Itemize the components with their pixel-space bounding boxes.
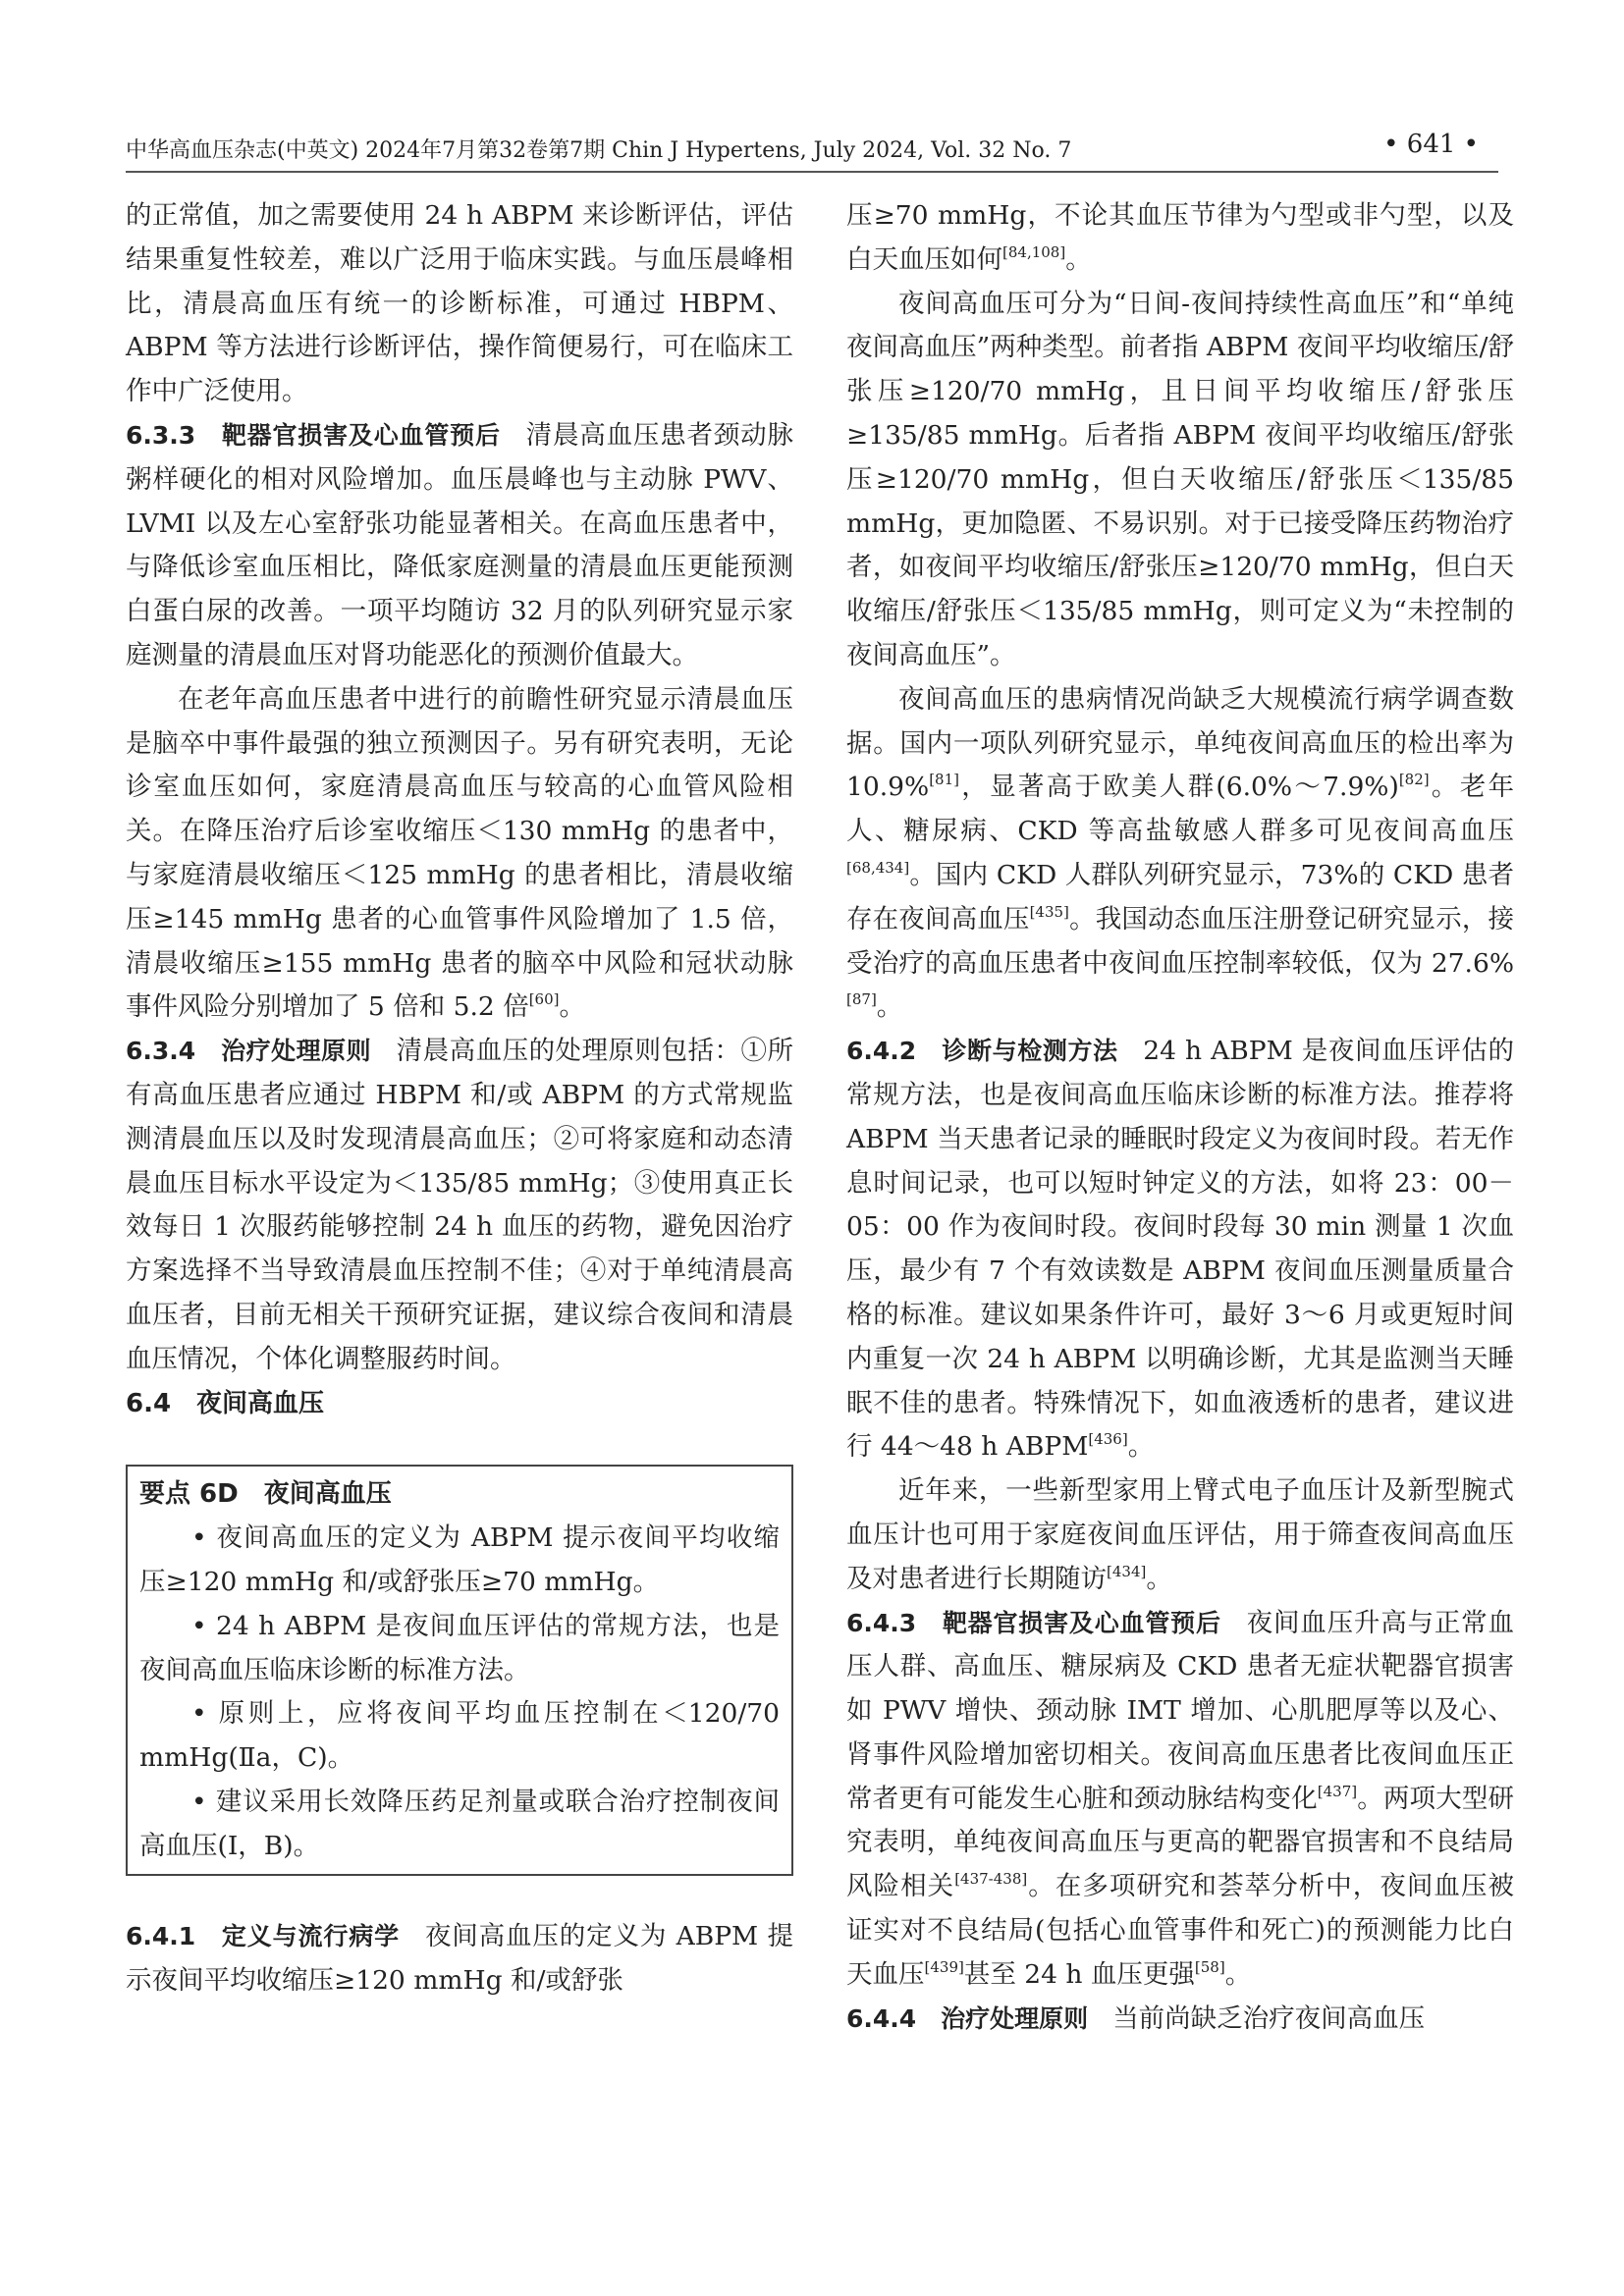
section-text: 当前尚缺乏治疗夜间高血压 bbox=[1112, 2002, 1426, 2034]
page-number: • 641 • bbox=[1383, 130, 1479, 159]
text-run: 。两项大型研究表明，单纯夜间高血压与更高的靶器官损害和不良结局风险相关 bbox=[846, 1783, 1515, 1902]
text-run: 。 bbox=[876, 991, 903, 1023]
citation: [84,108] bbox=[1002, 242, 1066, 261]
key-point: • 24 h ABPM 是夜间血压评估的常规方法，也是夜间高血压临床诊断的标准方法。 bbox=[139, 1610, 780, 1685]
section-6-4-3 bbox=[846, 1602, 1514, 1998]
punct: 。 bbox=[1127, 1431, 1155, 1463]
section-6-3-4 bbox=[126, 1030, 793, 1381]
citation: [68,434] bbox=[846, 858, 910, 877]
text-run: 。我国动态血压注册登记研究显示，接受治疗的高血压患者中夜间血压控制率较低，仅为 27.6% bbox=[846, 903, 1515, 979]
key-points-box bbox=[126, 1465, 793, 1876]
citation: [81] bbox=[929, 771, 959, 789]
paragraph bbox=[846, 1469, 1514, 1601]
key-point: • 建议采用长效降压药足剂量或联合治疗控制夜间高血压(Ⅰ，B)。 bbox=[139, 1786, 780, 1861]
box-title: 要点 6D 夜间高血压 bbox=[139, 1479, 392, 1510]
section-6-4-heading: 6.4 夜间高血压 bbox=[126, 1388, 325, 1418]
text-run: 。国内 CKD 人群队列研究显示，73%的 CKD 患者存在夜间高血压 bbox=[846, 859, 1514, 934]
journal-info: 中华高血压杂志(中英文) 2024年7月第32卷第7期 Chin J Hypertens, July 2024, Vol. 32 No. 7 bbox=[126, 138, 1072, 163]
section-text: 清晨高血压的处理原则包括：①所有高血压患者应通过 HBPM 和/或 ABPM 的方式常规监测清晨血压以及时发现清晨高血压；②可将家庭和动态清晨血压目标水平设定为＜135/85 mmHg；③使用真正长效每日 1 次服药能够控制 24 h 血压的药物，避免因治疗方案选择不当导致清晨血压控制不佳；④对于单纯清晨高血压者，目前无相关干预研究证据，建议综合夜间和清晨血压情况，个体化调整服药时间。 bbox=[126, 1036, 793, 1374]
text-run: 。老年人、糖尿病、CKD 等高盐敏感人群多可见夜间高血压 bbox=[846, 772, 1515, 847]
section-heading: 6.4.1 定义与流行病学 bbox=[126, 1922, 425, 1951]
text-run: ，显著高于欧美人群(6.0%～7.9%) bbox=[958, 772, 1399, 803]
section-6-4-2 bbox=[846, 1030, 1514, 1469]
section-6-4-1 bbox=[126, 1915, 793, 2003]
text-run: 甚至 24 h 血压更强 bbox=[963, 1958, 1195, 1990]
citation: [439] bbox=[924, 1957, 964, 1976]
running-header bbox=[126, 128, 1498, 173]
section-heading: 6.3.3 靶器官损害及心血管预后 bbox=[126, 420, 526, 450]
section-heading: 6.4.4 治疗处理原则 bbox=[846, 2003, 1113, 2033]
paragraph bbox=[846, 194, 1514, 283]
paragraph: 的正常值，加之需要使用 24 h ABPM 来诊断评估，评估结果重复性较差，难以广泛用于临床实践。与血压晨峰相比，清晨高血压有统一的诊断标准，可通过 HBPM、ABPM 等方法进行诊断评估，操作简便易行，可在临床工作中广泛使用。 bbox=[126, 200, 793, 407]
punct: 。 bbox=[1146, 1563, 1172, 1594]
paragraph bbox=[126, 678, 793, 1030]
section-6-4-4 bbox=[846, 1998, 1514, 2042]
paragraph: 夜间高血压可分为“日间-夜间持续性高血压”和“单纯夜间高血压”两种类型。前者指 ABPM 夜间平均收缩压/舒张压≥120/70 mmHg，且日间平均收缩压/舒张压≥135/85 mmHg。后者指 ABPM 夜间平均收缩压/舒张压≥120/70 mmHg，但白天收缩压/舒张压＜135/85 mmHg，更加隐匿、不易识别。对于已接受降压药物治疗者，如夜间平均收缩压/舒张压≥120/70 mmHg，但白天收缩压/舒张压＜135/85 mmHg，则可定义为“未控制的夜间高血压”。 bbox=[846, 288, 1514, 670]
citation: [434] bbox=[1107, 1562, 1147, 1580]
citation: [87] bbox=[846, 990, 877, 1009]
key-point: • 夜间高血压的定义为 ABPM 提示夜间平均收缩压≥120 mmHg 和/或舒张压≥70 mmHg。 bbox=[139, 1522, 780, 1597]
citation: [436] bbox=[1088, 1430, 1128, 1449]
paragraph-text: 压≥70 mmHg，不论其血压节律为勺型或非勺型，以及白天血压如何 bbox=[846, 200, 1514, 275]
citation: [60] bbox=[528, 990, 560, 1009]
paragraph-text: 近年来，一些新型家用上臂式电子血压计及新型腕式血压计也可用于家庭夜间血压评估，用于筛查夜间高血压及对患者进行长期随访 bbox=[846, 1475, 1514, 1594]
section-6-3-3 bbox=[126, 414, 793, 678]
citation: [437] bbox=[1317, 1782, 1358, 1800]
citation: [82] bbox=[1398, 771, 1430, 789]
punct: 。 bbox=[559, 991, 585, 1023]
text-run: 。 bbox=[1224, 1958, 1252, 1990]
citation: [435] bbox=[1029, 902, 1069, 921]
key-point: • 原则上，应将夜间平均血压控制在＜120/70 mmHg(Ⅱa，C)。 bbox=[139, 1698, 780, 1774]
paragraph bbox=[846, 678, 1514, 1030]
text-run: 夜间高血压的患病情况尚缺乏大规模流行病学调查数据。国内一项队列研究显示，单纯夜间高血压的检出率为 10.9% bbox=[846, 683, 1514, 803]
text-run: 。在多项研究和荟萃分析中，夜间血压被证实对不良结局(包括心血管事件和死亡)的预测能力比白天血压 bbox=[846, 1871, 1515, 1990]
text-run: 夜间血压升高与正常血压人群、高血压、糖尿病及 CKD 患者无症状靶器官损害如 PWV 增快、颈动脉 IMT 增加、心肌肥厚等以及心、肾事件风险增加密切相关。夜间高血压患者比夜间血压正常者更有可能发生心脏和颈动脉结构变化 bbox=[846, 1607, 1515, 1814]
citation: [58] bbox=[1194, 1957, 1225, 1976]
section-heading: 6.3.4 治疗处理原则 bbox=[126, 1037, 397, 1066]
section-text: 夜间高血压的定义为 ABPM 提示夜间平均收缩压≥120 mmHg 和/或舒张 bbox=[126, 1921, 793, 1997]
left-column bbox=[126, 194, 793, 2003]
section-text: 清晨高血压患者颈动脉粥样硬化的相对风险增加。血压晨峰也与主动脉 PWV、LVMI 以及左心室舒张功能显著相关。在高血压患者中，与降低诊室血压相比，降低家庭测量的清晨血压更能预测白蛋白尿的改善。一项平均随访 32 月的队列研究显示家庭测量的清晨血压对肾功能恶化的预测价值最大。 bbox=[126, 419, 794, 670]
punct: 。 bbox=[1065, 243, 1092, 275]
section-heading: 6.4.2 诊断与检测方法 bbox=[846, 1037, 1144, 1066]
citation: [437-438] bbox=[954, 1870, 1028, 1889]
section-text: 24 h ABPM 是夜间血压评估的常规方法，也是夜间高血压临床诊断的标准方法。推荐将 ABPM 当天患者记录的睡眠时段定义为夜间时段。若无作息时间记录，也可以短时钟定义的方法，如将 23：00－05：00 作为夜间时段。夜间时段每 30 min 测量 1 次血压，最少有 7 个有效读数是 ABPM 夜间血压测量质量合格的标准。建议如果条件许可，最好 3～6 月或更短时间内重复一次 24 h ABPM 以明确诊断，尤其是监测当天睡眠不佳的患者。特殊情况下，如血液透析的患者，建议进行 44～48 h ABPM bbox=[846, 1036, 1515, 1463]
paragraph-text: 在老年高血压患者中进行的前瞻性研究显示清晨血压是脑卒中事件最强的独立预测因子。另有研究表明，无论诊室血压如何，家庭清晨高血压与较高的心血管风险相关。在降压治疗后诊室收缩压＜130 mmHg 的患者中，与家庭清晨收缩压＜125 mmHg 的患者相比，清晨收缩压≥145 mmHg 患者的心血管事件风险增加了 1.5 倍，清晨收缩压≥155 mmHg 患者的脑卒中风险和冠状动脉事件风险分别增加了 5 倍和 5.2 倍 bbox=[126, 683, 793, 1023]
right-column bbox=[846, 194, 1514, 2041]
section-heading: 6.4.3 靶器官损害及心血管预后 bbox=[846, 1608, 1247, 1637]
